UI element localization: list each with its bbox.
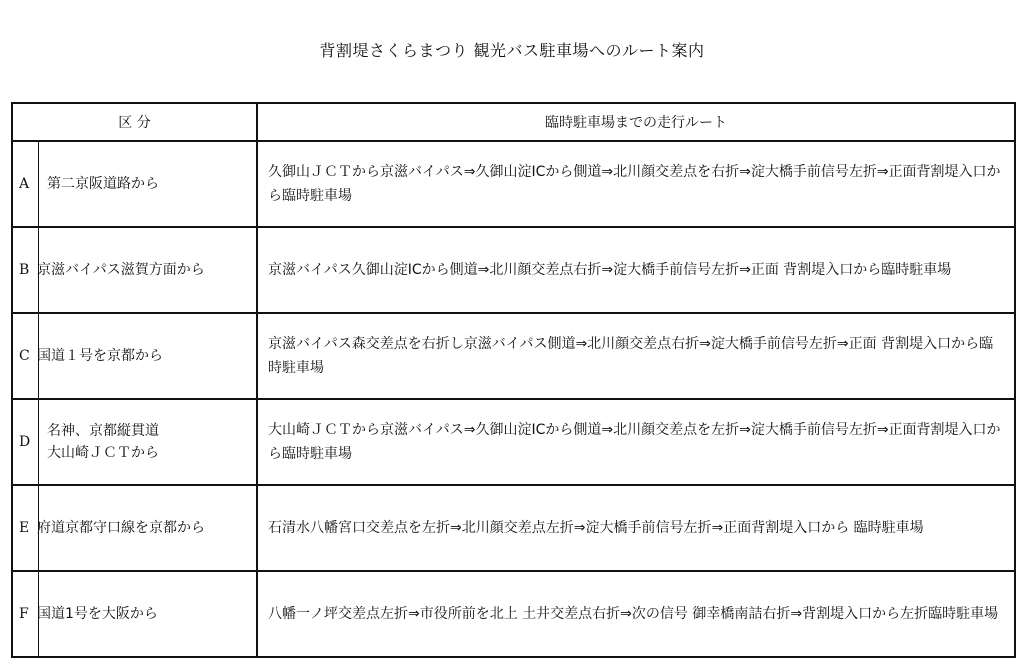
route-text: 久御山ＪＣＴから京滋バイパス⇒久御山淀ICから側道⇒北川顔交差点を右折⇒淀大橋手前信号左折⇒正面背割堤入口から臨時駐車場 — [257, 141, 1015, 227]
route-table — [11, 102, 1016, 658]
category-cell — [12, 399, 257, 485]
row-letter: D — [19, 434, 31, 450]
row-letter: B — [19, 262, 30, 278]
header-route: 臨時駐車場までの走行ルート — [257, 103, 1015, 141]
table-row — [12, 485, 1015, 571]
category-label-line-2: 大山崎ＪＣＴから — [47, 445, 159, 461]
row-letter: A — [19, 176, 30, 192]
category-label: 国道１号を京都から — [37, 348, 163, 364]
category-cell — [12, 227, 257, 313]
table-row — [12, 227, 1015, 313]
table-row — [12, 141, 1015, 227]
category-cell — [12, 313, 257, 399]
header-category: 区 分 — [12, 103, 257, 141]
row-letter: C — [19, 348, 30, 364]
category-label-line-1: 名神、京都縦貫道 — [47, 423, 159, 439]
row-letter: E — [19, 520, 30, 536]
row-letter: F — [19, 606, 29, 622]
table-header-row — [12, 103, 1015, 141]
category-cell — [12, 571, 257, 657]
route-text: 京滋バイパス森交差点を右折し京滋バイパス側道⇒北川顔交差点右折⇒淀大橋手前信号左折⇒正面 背割堤入口から臨時駐車場 — [257, 313, 1015, 399]
category-label: 府道京都守口線を京都から — [37, 520, 205, 536]
page-title: 背割堤さくらまつり 観光バス駐車場へのルート案内 — [319, 41, 705, 60]
route-text: 石清水八幡宮口交差点を左折⇒北川顔交差点左折⇒淀大橋手前信号左折⇒正面背割堤入口から 臨時駐車場 — [257, 485, 1015, 571]
category-label: 第二京阪道路から — [47, 176, 159, 192]
table-row — [12, 313, 1015, 399]
route-text: 大山崎ＪＣＴから京滋バイパス⇒久御山淀ICから側道⇒北川顔交差点を左折⇒淀大橋手前信号左折⇒正面背割堤入口から臨時駐車場 — [257, 399, 1015, 485]
table-row — [12, 571, 1015, 657]
category-label: 国道1号を大阪から — [37, 606, 158, 622]
category-label: 京滋バイパス滋賀方面から — [37, 262, 205, 278]
category-label — [47, 420, 254, 464]
route-text: 京滋バイパス久御山淀ICから側道⇒北川顔交差点右折⇒淀大橋手前信号左折⇒正面 背割堤入口から臨時駐車場 — [257, 227, 1015, 313]
column-divider — [38, 142, 39, 226]
table-row — [12, 399, 1015, 485]
route-text: 八幡一ノ坪交差点左折⇒市役所前を北上 土井交差点右折⇒次の信号 御幸橋南詰右折⇒背割堤入口から左折臨時駐車場 — [257, 571, 1015, 657]
category-cell — [12, 141, 257, 227]
column-divider — [38, 400, 39, 484]
category-cell — [12, 485, 257, 571]
